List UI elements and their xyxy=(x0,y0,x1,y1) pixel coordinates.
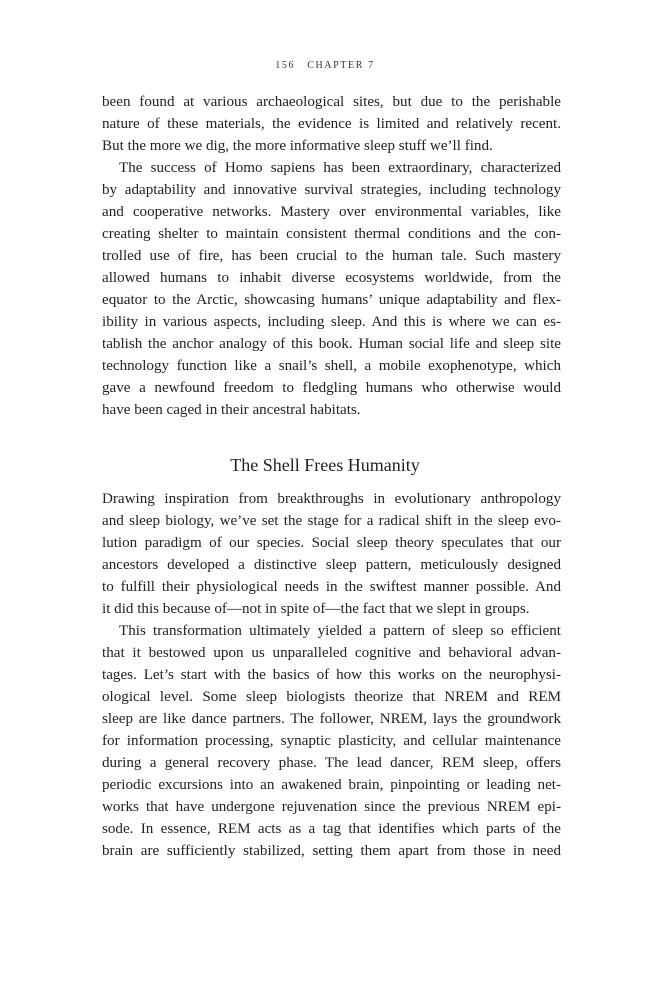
text-line: This transformation ultimately yielded a pattern of sleep so efficient xyxy=(119,623,561,639)
text-line: and sleep biology, we’ve set the stage for a radical shift in the sleep evo- xyxy=(102,513,561,529)
section-heading: The Shell Frees Humanity xyxy=(230,455,420,475)
text-line: ibility in various aspects, including sleep. And this is where we can es- xyxy=(102,314,561,330)
text-line: have been caged in their ancestral habitats. xyxy=(102,402,361,418)
text-line: lution paradigm of our species. Social sleep theory speculates that our xyxy=(102,535,561,551)
text-line: nature of these materials, the evidence is limited and relatively recent. xyxy=(102,116,561,132)
text-line: and cooperative networks. Mastery over environmental variables, like xyxy=(102,204,561,220)
text-line: technology function like a snail’s shell, a mobile exophenotype, which xyxy=(102,358,561,374)
text-line: creating shelter to maintain consistent thermal conditions and the con- xyxy=(102,226,561,242)
text-line: been found at various archaeological sites, but due to the perishable xyxy=(102,94,561,110)
running-head xyxy=(0,60,650,71)
text-line: trolled use of fire, has been crucial to the human tale. Such mastery xyxy=(102,248,561,264)
text-line: for information processing, synaptic plasticity, and cellular maintenance xyxy=(102,733,561,749)
page-number: 156 xyxy=(275,60,296,71)
text-line: equator to the Arctic, showcasing humans’ unique adaptability and flex- xyxy=(102,292,561,308)
text-line: it did this because of—not in spite of—the fact that we slept in groups. xyxy=(102,601,530,617)
text-line: The success of Homo sapiens has been extraordinary, characterized xyxy=(119,160,561,176)
text-line: to fulfill their physiological needs in the swiftest manner possible. And xyxy=(102,579,561,595)
text-line: ological level. Some sleep biologists theorize that NREM and REM xyxy=(102,689,561,705)
text-line: periodic excursions into an awakened brain, pinpointing or leading net- xyxy=(102,777,561,793)
text-line: But the more we dig, the more informative sleep stuff we’ll find. xyxy=(102,138,493,154)
text-line: tages. Let’s start with the basics of how this works on the neurophysi- xyxy=(102,667,561,683)
text-line: works that have undergone rejuvenation since the previous NREM epi- xyxy=(102,799,561,815)
text-line: by adaptability and innovative survival strategies, including technology xyxy=(102,182,561,198)
text-line: during a general recovery phase. The lead dancer, REM sleep, offers xyxy=(102,755,561,771)
chapter-label: CHAPTER 7 xyxy=(307,60,375,71)
text-line: that it bestowed upon us unparalleled cognitive and behavioral advan- xyxy=(102,645,561,661)
text-line: gave a newfound freedom to fledgling humans who otherwise would xyxy=(102,380,561,396)
text-line: sode. In essence, REM acts as a tag that identifies which parts of the xyxy=(102,821,561,837)
body-text-bottom xyxy=(102,488,561,862)
text-line: sleep are like dance partners. The follower, NREM, lays the groundwork xyxy=(102,711,561,727)
body-text-top xyxy=(102,91,561,421)
text-line: brain are sufficiently stabilized, setting them apart from those in need xyxy=(102,843,561,859)
text-line: allowed humans to inhabit diverse ecosystems worldwide, from the xyxy=(102,270,561,286)
text-line: ancestors developed a distinctive sleep pattern, meticulously designed xyxy=(102,557,561,573)
text-line: tablish the anchor analogy of this book. Human social life and sleep site xyxy=(102,336,561,352)
text-line: Drawing inspiration from breakthroughs in evolutionary anthropology xyxy=(102,491,561,507)
